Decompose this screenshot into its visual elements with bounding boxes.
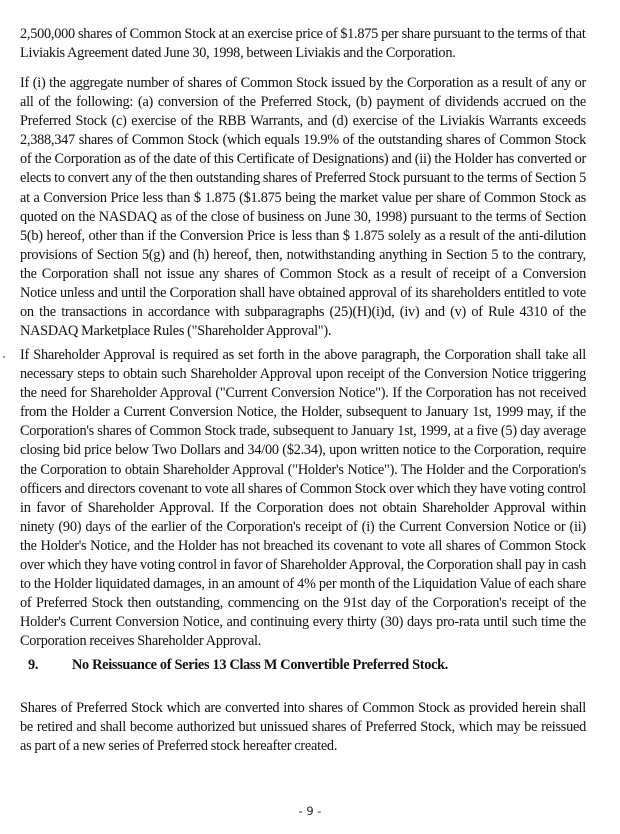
scan-speck — [3, 356, 5, 358]
paragraph-share-issuance-limit: If (i) the aggregate number of shares of Common Stock issued by the Corporation as a result of any or all of the following: (a) conversion of the Preferred Stock, (b) payment of dividends accrued on the Preferred Stock (c) exercise of the RBB Warrants, and (d) exercise of the Liviakis Warrants exceeds 2,388,347 shares of Common Stock (which equals 19.9% of the outstanding shares of Common Stock of the Corporation as of the date of this Certificate of Designations) and (ii) the Holder has converted or elects to convert any of the then outstanding shares of Preferred Stock pursuant to the terms of Section 5 at a Conversion Price less than $ 1.875 ($1.875 being the market value per share of Common Stock as quoted on the NASDAQ as of the close of business on June 30, 1998) pursuant to the terms of Section 5(b) hereof, other than if the Conversion Price is less than $ 1.875 solely as a result of the anti-dilution provisions of Section 5(g) and (h) hereof, then, notwithstanding anything in Section 5 to the contrary, the Corporation shall not issue any shares of Common Stock as a result of receipt of a Conversion Notice unless and until the Corporation shall have obtained approval of its shareholders entitled to vote on the transactions in accordance with subparagraphs (25)(H)(i)d, (iv) and (v) of Rule 4310 of the NASDAQ Marketplace Rules ("Shareholder Approval"). — [20, 75, 586, 340]
page-number: - 9 - — [298, 804, 322, 818]
section-title: No Reissuance of Series 13 Class M Convertible Preferred Stock. — [72, 657, 449, 673]
paragraph-shareholder-approval: If Shareholder Approval is required as set forth in the above paragraph, the Corporation shall take all necessary steps to obtain such Shareholder Approval upon receipt of the Conversion Notice triggering the need for Shareholder Approval ("Current Conversion Notice"). If the Corporation has not received from the Holder a Current Conversion Notice, the Holder, subsequent to January 1st, 1999 may, if the Corporation's shares of Common Stock trade, subsequent to January 1st, 1999, at a five (5) day average closing bid price below Two Dollars and 34/00 ($2.34), upon written notice to the Corporation, require the Corporation to obtain Shareholder Approval ("Holder's Notice"). The Holder and the Corporation's officers and directors covenant to vote all shares of Common Stock over which they have voting control in favor of Shareholder Approval. If the Corporation does not obtain Shareholder Approval within ninety (90) days of the earlier of the Corporation's receipt of (i) the Current Conversion Notice or (ii) the Holder's Notice, and the Holder has not breached its covenant to vote all shares of Common Stock over which they have voting control in favor of Shareholder Approval, the Corporation shall pay in cash to the Holder liquidated damages, in an amount of 4% per month of the Liquidation Value of each share of Preferred Stock then outstanding, commencing on the 91st day of the Corporation's receipt of the Holder's Current Conversion Notice, and continuing every thirty (30) days pro-rata until such time the Corporation receives Shareholder Approval. — [20, 347, 586, 650]
paragraph-no-reissuance: Shares of Preferred Stock which are converted into shares of Common Stock as provided herein shall be retired and shall become authorized but unissued shares of Preferred Stock, which may be reissued as part of a new series of Preferred stock hereafter created. — [20, 700, 586, 755]
paragraph-liviakis-warrants: 2,500,000 shares of Common Stock at an exercise price of $1.875 per share pursuant to the terms of that Liviakis Agreement dated June 30, 1998, between Liviakis and the Corporation. — [20, 26, 586, 62]
section-number: 9. — [28, 657, 39, 673]
section-heading — [20, 656, 586, 675]
